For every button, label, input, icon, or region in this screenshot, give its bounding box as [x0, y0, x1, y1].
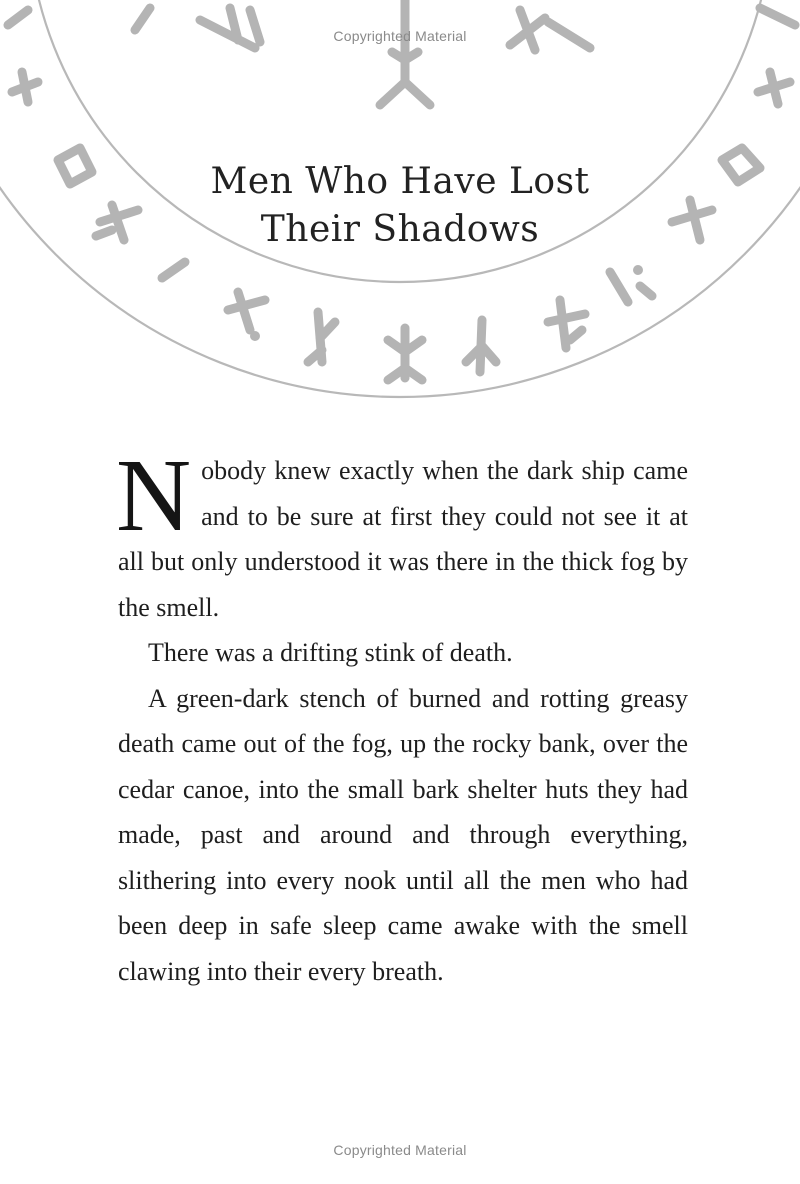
copyright-watermark-bottom: Copyrighted Material — [333, 1142, 467, 1158]
rune-icon — [308, 312, 335, 362]
rune-icon — [758, 72, 790, 104]
rune-icon — [466, 320, 496, 372]
copyright-watermark-top: Copyrighted Material — [333, 28, 467, 44]
rune-icon — [388, 328, 422, 380]
chapter-title-line-1: Men Who Have Lost — [210, 161, 590, 202]
rune-icon — [8, 8, 150, 30]
paragraph-2: There was a drifting stink of death. — [148, 638, 513, 667]
rune-icon — [610, 265, 652, 302]
rune-icon — [380, 0, 430, 105]
drop-cap: N — [116, 438, 192, 553]
chapter-title — [0, 158, 800, 254]
rune-icon — [162, 262, 185, 278]
rune-icon — [228, 292, 265, 341]
paragraph-1-text: obody knew exactly when the dark ship came and to be sure at first they could not see it at all but only understood it was there in the thick fog by the smell. — [118, 456, 688, 622]
rune-icon — [548, 300, 585, 348]
chapter-title-line-2: Their Shadows — [260, 209, 540, 250]
paragraph-1 — [116, 438, 688, 630]
rune-icon — [760, 8, 795, 25]
chapter-body — [116, 438, 688, 994]
paragraph-3: A green-dark stench of burned and rotting greasy death came out of the fog, up the rocky bank, over the cedar canoe, into the small bark shelter huts they had made, past and around and through everything, slithering into every nook until all the men who had been deep in safe sleep came awake with the smell clawing into their every breath. — [118, 683, 688, 986]
rune-icon — [12, 72, 38, 102]
